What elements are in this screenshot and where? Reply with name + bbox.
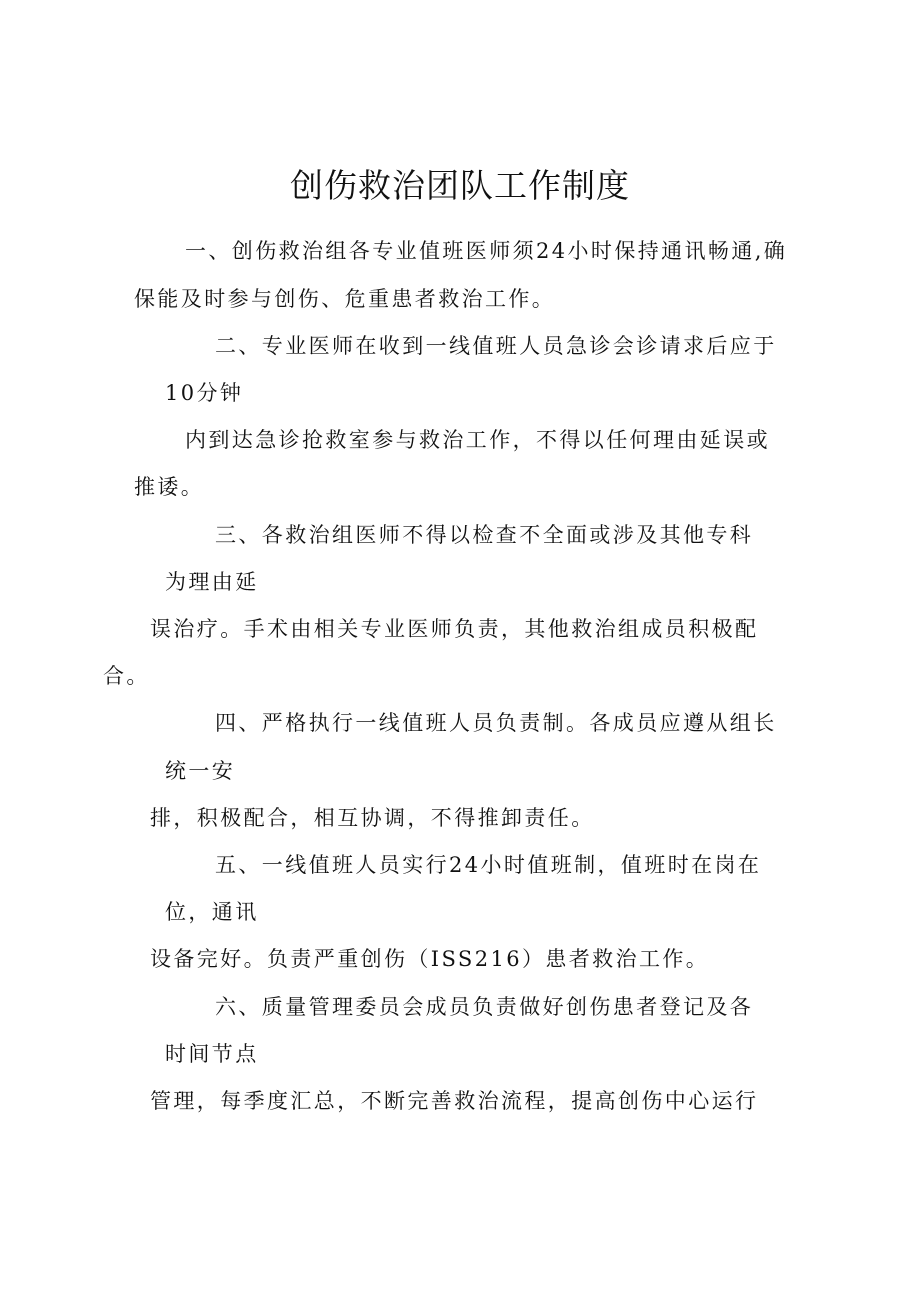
text-line: 统一安: [165, 759, 236, 783]
text-line: 五、一线值班人员实行24小时值班制，值班时在岗在: [215, 853, 762, 877]
document-title: 创伤救治团队工作制度: [290, 166, 630, 205]
text-line: 三、各救治组医师不得以检查不全面或涉及其他专科: [215, 523, 754, 547]
text-line: 保能及时参与创伤、危重患者救治工作。: [134, 287, 556, 311]
text-line: 排，积极配合，相互协调，不得推卸责任。: [150, 806, 595, 830]
text-line: 二、专业医师在收到一线值班人员急诊会诊请求后应于: [215, 334, 777, 358]
text-line: 一、创伤救治组各专业值班医师须24小时保持通讯畅通,确: [185, 239, 788, 263]
text-line: 误治疗。手术由相关专业医师负责，其他救治组成员积极配: [150, 617, 759, 641]
text-line: 推诿。: [134, 475, 205, 499]
text-line: 内到达急诊抢救室参与救治工作，不得以任何理由延误或: [185, 428, 770, 452]
text-line: 时间节点: [165, 1042, 259, 1066]
text-line: 六、质量管理委员会成员负责做好创伤患者登记及各: [215, 995, 754, 1019]
text-line: 管理，每季度汇总，不断完善救治流程，提高创伤中心运行: [150, 1089, 759, 1113]
text-line: 合。: [103, 664, 150, 688]
text-line: 10分钟: [165, 381, 244, 405]
text-line: 为理由延: [165, 570, 259, 594]
text-line: 四、严格执行一线值班人员负责制。各成员应遵从组长: [215, 711, 777, 735]
text-line: 设备完好。负责严重创伤（ISS216）患者救治工作。: [150, 947, 710, 971]
text-line: 位，通讯: [165, 900, 259, 924]
